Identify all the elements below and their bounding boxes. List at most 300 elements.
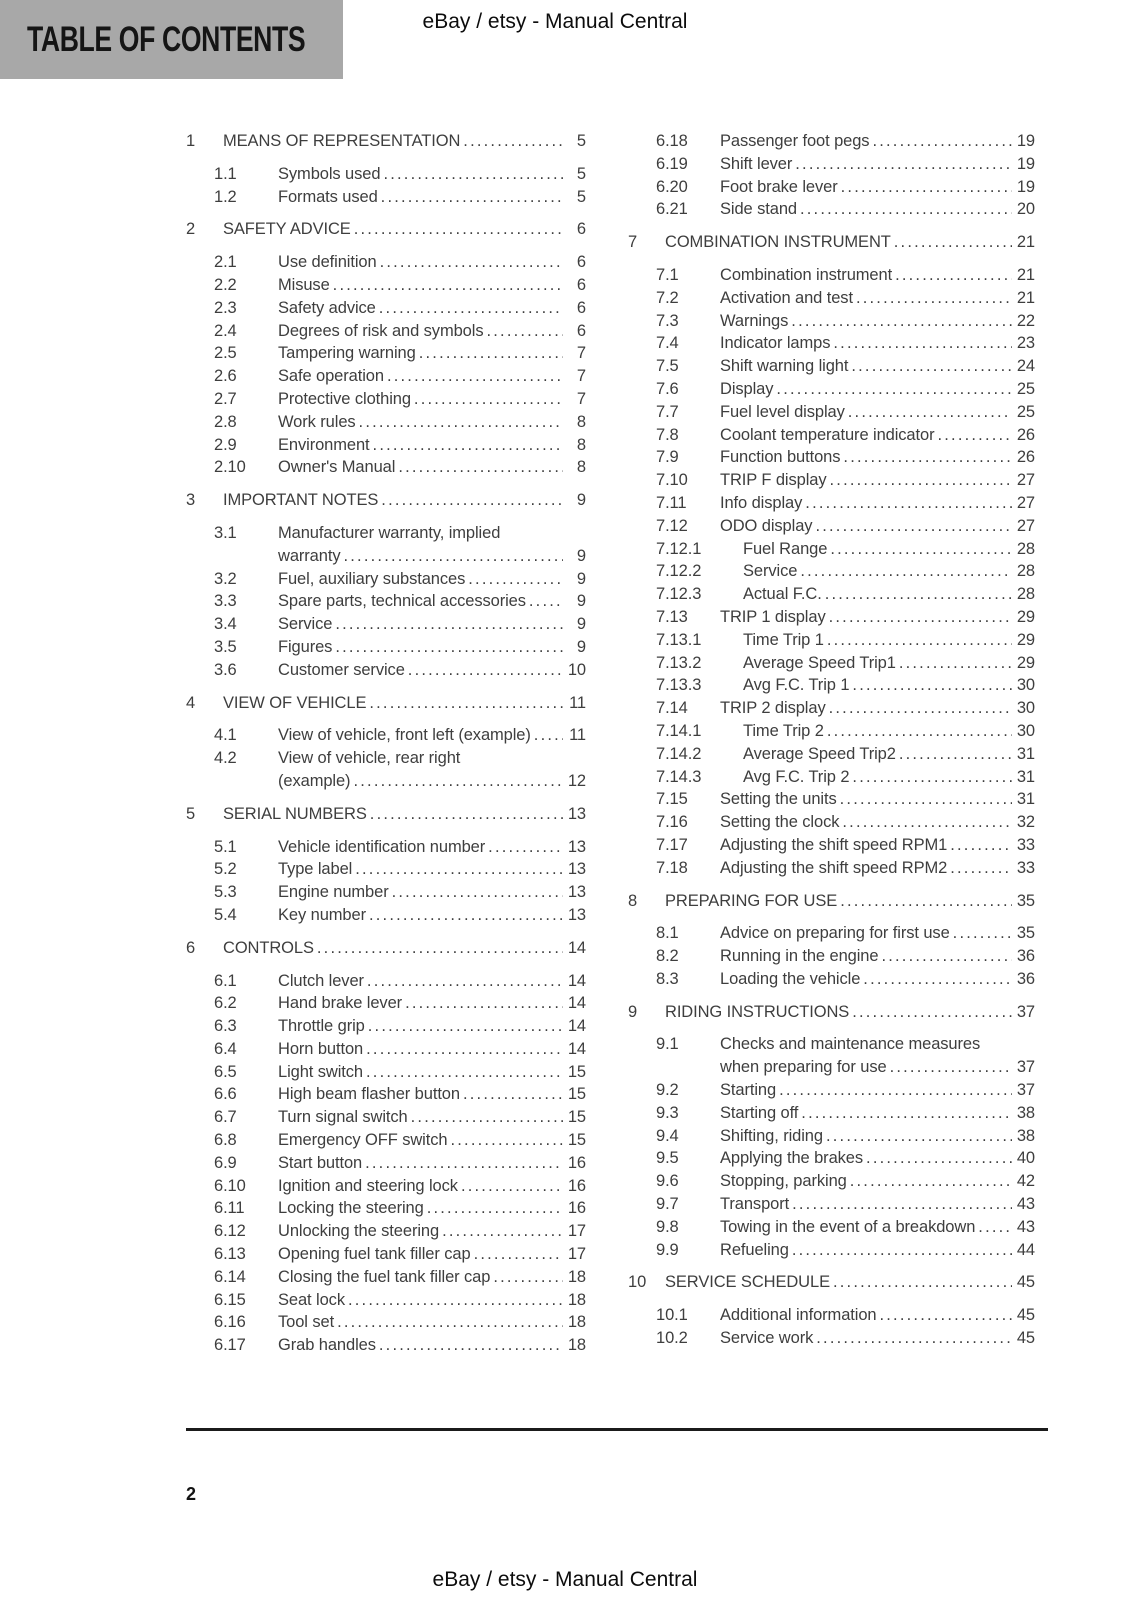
entry-title: Transport (720, 1195, 790, 1214)
toc-entry-6.19 (628, 153, 1035, 176)
entry-title: Starting (720, 1081, 777, 1100)
toc-entry-7.14 (628, 697, 1035, 720)
dot-leader (850, 1170, 1012, 1193)
toc-entry-7.11 (628, 492, 1035, 515)
entry-number: 9.2 (656, 1081, 679, 1100)
entry-body (278, 1129, 586, 1152)
entry-body (223, 130, 586, 153)
entry-page: 15 (567, 1085, 586, 1104)
toc-column-left (186, 130, 586, 1357)
entry-number: 5.1 (214, 837, 237, 856)
entry-page: 40 (1016, 1149, 1035, 1168)
entry-number: 7.9 (656, 448, 679, 467)
entry-page: 31 (1016, 790, 1035, 809)
entry-title: Actual F.C. (743, 585, 822, 604)
entry-page: 6 (576, 298, 586, 317)
toc-entry-7.13.1 (628, 629, 1035, 652)
entry-title: Coolant temperature indicator (720, 425, 935, 444)
entry-line (278, 545, 586, 568)
toc-entry-7.5 (628, 355, 1035, 378)
entry-number: 3.6 (214, 660, 237, 679)
entry-body (743, 743, 1035, 766)
entry-body (720, 945, 1035, 968)
entry-number: 10.2 (656, 1329, 688, 1348)
dot-leader (866, 1147, 1012, 1170)
toc-entry-7.8 (628, 424, 1035, 447)
dot-leader (840, 788, 1012, 811)
entry-page: 35 (1016, 891, 1035, 910)
entry-page: 43 (1016, 1195, 1035, 1214)
entry-title: Figures (278, 637, 333, 656)
entry-number: 6.16 (214, 1313, 246, 1332)
entry-line (720, 834, 1035, 857)
dot-leader (411, 1106, 563, 1129)
toc-entry-3.3 (186, 590, 586, 613)
dot-leader (833, 1271, 1012, 1294)
toc-entry-6.7 (186, 1106, 586, 1129)
toc-entry-9.8 (628, 1216, 1035, 1239)
entry-body (720, 857, 1035, 880)
toc-entry-6.13 (186, 1243, 586, 1266)
dot-leader (800, 560, 1012, 583)
toc-entry-5.3 (186, 881, 586, 904)
entry-title: IMPORTANT NOTES (223, 491, 379, 510)
dot-leader (369, 904, 563, 927)
entry-page: 18 (567, 1313, 586, 1332)
entry-number: 6.7 (214, 1108, 237, 1127)
entry-page: 42 (1016, 1172, 1035, 1191)
entry-title: RIDING INSTRUCTIONS (665, 1002, 850, 1021)
entry-line (278, 1243, 586, 1266)
entry-title: Hand brake lever (278, 994, 403, 1013)
entry-number: 3.3 (214, 592, 237, 611)
entry-title: Throttle grip (278, 1017, 365, 1036)
dot-leader (354, 218, 563, 241)
entry-number: 7.14.3 (656, 767, 702, 786)
toc-entry-6.20 (628, 176, 1035, 199)
entry-line (278, 836, 586, 859)
entry-line (665, 890, 1035, 913)
entry-page: 21 (1016, 288, 1035, 307)
entry-title: Emergency OFF switch (278, 1131, 448, 1150)
entry-number: 2.8 (214, 412, 237, 431)
entry-body (720, 130, 1035, 153)
toc-entry-7.10 (628, 469, 1035, 492)
entry-number: 6.18 (656, 132, 688, 150)
entry-title: Adjusting the shift speed RPM1 (720, 835, 948, 854)
entry-line (278, 388, 586, 411)
entry-line (278, 163, 586, 186)
entry-number: 7.14.1 (656, 721, 702, 740)
entry-page: 14 (567, 1039, 586, 1058)
entry-title: Setting the clock (720, 813, 840, 832)
entry-page: 14 (567, 938, 586, 957)
entry-page: 29 (1016, 607, 1035, 626)
entry-title: Indicator lamps (720, 334, 831, 353)
toc-entry-2.7 (186, 388, 586, 411)
entry-number: 6.10 (214, 1176, 246, 1195)
entry-page: 6 (576, 220, 586, 239)
entry-line (720, 153, 1035, 176)
toc-entry-1 (186, 130, 586, 153)
entry-page: 38 (1016, 1103, 1035, 1122)
entry-title: Refueling (720, 1240, 789, 1259)
entry-title: Manufacturer warranty, implied (278, 523, 501, 542)
entry-page: 18 (567, 1290, 586, 1309)
entry-body (223, 937, 586, 960)
entry-line (720, 1102, 1035, 1125)
entry-line (720, 1327, 1035, 1350)
entry-page: 15 (567, 1062, 586, 1081)
toc-entry-6.9 (186, 1152, 586, 1175)
entry-page: 29 (1016, 653, 1035, 672)
dot-leader (792, 1193, 1012, 1216)
toc-entry-8.3 (628, 968, 1035, 991)
entry-number: 6.19 (656, 154, 688, 173)
entry-body (720, 1304, 1035, 1327)
entry-body (720, 1102, 1035, 1125)
toc-entry-8.2 (628, 945, 1035, 968)
entry-line (278, 434, 586, 457)
entry-number: 9.8 (656, 1217, 679, 1236)
entry-body (720, 968, 1035, 991)
entry-page: 9 (576, 491, 586, 510)
entry-page: 16 (567, 1176, 586, 1195)
entry-page: 38 (1016, 1126, 1035, 1145)
entry-body (278, 1266, 586, 1289)
entry-body (278, 659, 586, 682)
dot-leader (856, 287, 1012, 310)
entry-page: 11 (569, 693, 586, 712)
toc-entry-7.2 (628, 287, 1035, 310)
entry-title: Advice on preparing for first use (720, 924, 950, 943)
dot-leader (872, 130, 1011, 153)
entry-body (278, 1015, 586, 1038)
entry-page: 14 (567, 994, 586, 1013)
entry-number: 7.6 (656, 379, 679, 398)
entry-number: 2.5 (214, 344, 237, 363)
dot-leader (387, 365, 563, 388)
toc-entry-6.8 (186, 1129, 586, 1152)
entry-line (278, 613, 586, 636)
entry-body (720, 1216, 1035, 1239)
entry-page: 6 (576, 321, 586, 340)
entry-title: Side stand (720, 200, 797, 219)
entry-number: 7.12.2 (656, 562, 702, 581)
entry-body (278, 970, 586, 993)
entry-line (278, 1038, 586, 1061)
entry-title: Start button (278, 1153, 363, 1172)
entry-line (278, 590, 586, 613)
entry-line (720, 945, 1035, 968)
dot-leader (881, 945, 1011, 968)
entry-page: 6 (576, 253, 586, 272)
entry-number: 7.7 (656, 402, 679, 421)
entry-body (720, 1079, 1035, 1102)
dot-leader (894, 231, 1012, 254)
entry-title: Fuel level display (720, 402, 845, 421)
entry-page: 15 (567, 1108, 586, 1127)
entry-number: 6.15 (214, 1290, 246, 1309)
dot-leader (380, 251, 563, 274)
dot-leader (534, 724, 563, 747)
dot-leader (830, 538, 1012, 561)
entry-number: 2.6 (214, 367, 237, 386)
entry-number: 7.12.1 (656, 539, 702, 558)
toc-entry-6.4 (186, 1038, 586, 1061)
dot-leader (366, 1061, 563, 1084)
dot-leader (978, 1216, 1012, 1239)
toc-entry-3.5 (186, 636, 586, 659)
entry-body (278, 1334, 586, 1357)
entry-title: Key number (278, 905, 366, 924)
entry-title: Use definition (278, 253, 377, 272)
entry-body (223, 692, 586, 715)
entry-page: 28 (1016, 539, 1035, 558)
entry-body (278, 881, 586, 904)
toc-title: TABLE OF CONTENTS (27, 19, 306, 59)
entry-number: 1.1 (214, 164, 237, 183)
entry-body (720, 834, 1035, 857)
entry-title: Service work (720, 1329, 814, 1348)
entry-page: 13 (567, 905, 586, 924)
entry-line (278, 1289, 586, 1312)
entry-page: 13 (567, 837, 586, 856)
entry-number: 7.5 (656, 357, 679, 376)
entry-number: 9.9 (656, 1240, 679, 1259)
entry-body (278, 1311, 586, 1334)
dot-leader (442, 1220, 563, 1243)
entry-line (665, 231, 1035, 254)
entry-title: ODO display (720, 516, 813, 535)
toc-entry-7 (628, 231, 1035, 254)
toc-entry-7.12 (628, 515, 1035, 538)
entry-body (665, 890, 1035, 913)
entry-page: 45 (1016, 1329, 1035, 1348)
toc-entry-6.12 (186, 1220, 586, 1243)
entry-number: 7.13.1 (656, 630, 702, 649)
dot-leader (833, 332, 1011, 355)
entry-line (278, 1106, 586, 1129)
entry-number: 2.3 (214, 298, 237, 317)
entry-number: 7.14 (656, 699, 688, 718)
toc-entry-9 (628, 1001, 1035, 1024)
entry-title: Engine number (278, 883, 389, 902)
entry-line (278, 1129, 586, 1152)
dot-leader (852, 674, 1011, 697)
entry-body (278, 342, 586, 365)
entry-number: 7.13 (656, 607, 688, 626)
toc-entry-2.3 (186, 297, 586, 320)
entry-line (223, 489, 586, 512)
toc-entry-2.6 (186, 365, 586, 388)
entry-page: 37 (1016, 1002, 1035, 1021)
entry-body (720, 1327, 1035, 1350)
dot-leader (427, 1197, 563, 1220)
entry-line (278, 881, 586, 904)
entry-title: Work rules (278, 412, 356, 431)
entry-body (665, 1271, 1035, 1294)
dot-leader (461, 1175, 563, 1198)
dot-leader (840, 890, 1012, 913)
toc-entry-6.14 (186, 1266, 586, 1289)
entry-line (720, 1216, 1035, 1239)
entry-title: Unlocking the steering (278, 1222, 440, 1241)
entry-page: 32 (1016, 813, 1035, 832)
entry-body (278, 1197, 586, 1220)
toc-entry-1.2 (186, 186, 586, 209)
entry-page: 28 (1016, 585, 1035, 604)
entry-page: 16 (567, 1153, 586, 1172)
dot-leader (895, 264, 1012, 287)
entry-line (278, 1334, 586, 1357)
entry-number: 6.4 (214, 1039, 237, 1058)
entry-title: SAFETY ADVICE (223, 220, 351, 239)
dot-leader (791, 310, 1012, 333)
entry-title: Tampering warning (278, 344, 416, 363)
entry-title: Running in the engine (720, 947, 879, 966)
entry-page: 43 (1016, 1217, 1035, 1236)
dot-leader (950, 834, 1012, 857)
entry-line (278, 1061, 586, 1084)
entry-body (720, 1170, 1035, 1193)
dot-leader (863, 968, 1012, 991)
toc-entry-6.10 (186, 1175, 586, 1198)
dot-leader (381, 186, 563, 209)
toc-entry-5.1 (186, 836, 586, 859)
dot-leader (792, 1239, 1012, 1262)
entry-title: Function buttons (720, 448, 841, 467)
dot-leader (842, 811, 1011, 834)
entry-page: 7 (576, 344, 586, 363)
entry-number: 5.3 (214, 883, 237, 902)
toc-entry-6.17 (186, 1334, 586, 1357)
entry-number: 3.1 (214, 523, 237, 542)
entry-number: 2.1 (214, 253, 237, 272)
toc-entry-7.3 (628, 310, 1035, 333)
entry-line (278, 992, 586, 1015)
entry-body (665, 231, 1035, 254)
entry-line (278, 320, 586, 343)
entry-line (278, 1083, 586, 1106)
entry-number: 9.4 (656, 1126, 679, 1145)
toc-entry-7.12.3 (628, 583, 1035, 606)
entry-number: 6.8 (214, 1131, 237, 1150)
entry-line (720, 968, 1035, 991)
entry-page: 10 (567, 660, 586, 679)
entry-number: 10.1 (656, 1306, 688, 1325)
entry-page: 35 (1016, 924, 1035, 943)
entry-body (743, 583, 1035, 606)
entry-body (743, 652, 1035, 675)
entry-title: Passenger foot pegs (720, 132, 870, 150)
toc-entry-7.7 (628, 401, 1035, 424)
entry-body (743, 538, 1035, 561)
dot-leader (463, 1083, 563, 1106)
entry-title: Fuel Range (743, 539, 828, 558)
toc-entry-9.1 (628, 1033, 1035, 1079)
entry-page: 37 (1016, 1058, 1035, 1077)
entry-body (278, 456, 586, 479)
entry-line (665, 1001, 1035, 1024)
entry-page: 23 (1016, 334, 1035, 353)
entry-page: 21 (1016, 233, 1035, 252)
entry-number: 7.8 (656, 425, 679, 444)
entry-page: 9 (576, 569, 586, 588)
dot-leader (359, 411, 563, 434)
toc-entry-7.13.3 (628, 674, 1035, 697)
toc-entry-7.13 (628, 606, 1035, 629)
entry-line (720, 176, 1035, 199)
toc-entry-7.1 (628, 264, 1035, 287)
entry-line (223, 937, 586, 960)
entry-title: Symbols used (278, 164, 381, 183)
entry-title: SERVICE SCHEDULE (665, 1273, 830, 1292)
entry-body (720, 811, 1035, 834)
entry-page: 14 (567, 971, 586, 990)
dot-leader (317, 937, 563, 960)
toc-entry-2 (186, 218, 586, 241)
footer-site-title: eBay / etsy - Manual Central (432, 1568, 698, 1591)
entry-line (720, 287, 1035, 310)
entry-number: 6.5 (214, 1062, 237, 1081)
entry-line (278, 747, 586, 770)
entry-number: 7.12.3 (656, 585, 702, 604)
entry-body (278, 297, 586, 320)
entry-title: Average Speed Trip2 (743, 744, 896, 763)
entry-title: High beam flasher button (278, 1085, 460, 1104)
dot-leader (890, 1056, 1012, 1079)
entry-body (720, 355, 1035, 378)
toc-entry-3 (186, 489, 586, 512)
entry-body (720, 401, 1035, 424)
entry-body (278, 411, 586, 434)
toc-entry-8 (628, 890, 1035, 913)
dot-leader (779, 1079, 1012, 1102)
entry-number: 8.3 (656, 969, 679, 988)
dot-leader (367, 970, 563, 993)
entry-line (720, 1193, 1035, 1216)
entry-title: Avg F.C. Trip 1 (743, 676, 850, 695)
entry-number: 1 (186, 132, 196, 150)
entry-title: Seat lock (278, 1290, 345, 1309)
dot-leader (486, 320, 563, 343)
dot-leader (474, 1243, 563, 1266)
toc-entry-2.4 (186, 320, 586, 343)
entry-line (720, 811, 1035, 834)
entry-body (743, 674, 1035, 697)
entry-number: 6.3 (214, 1017, 237, 1036)
entry-body (720, 332, 1035, 355)
entry-line (278, 858, 586, 881)
entry-page: 5 (576, 132, 586, 150)
dot-leader (829, 697, 1012, 720)
entry-title: Safe operation (278, 367, 384, 386)
entry-line (278, 770, 586, 793)
toc-entry-6.1 (186, 970, 586, 993)
entry-number: 7.1 (656, 265, 679, 284)
dot-leader (405, 992, 563, 1015)
entry-line (720, 922, 1035, 945)
footer-rule (186, 1428, 1048, 1431)
entry-title: Loading the vehicle (720, 969, 861, 988)
entry-number: 6.11 (214, 1199, 245, 1218)
entry-page: 21 (1016, 265, 1035, 284)
toc-entry-7.15 (628, 788, 1035, 811)
entry-number: 7 (628, 233, 638, 252)
toc-entry-2.10 (186, 456, 586, 479)
entry-number: 7.3 (656, 311, 679, 330)
